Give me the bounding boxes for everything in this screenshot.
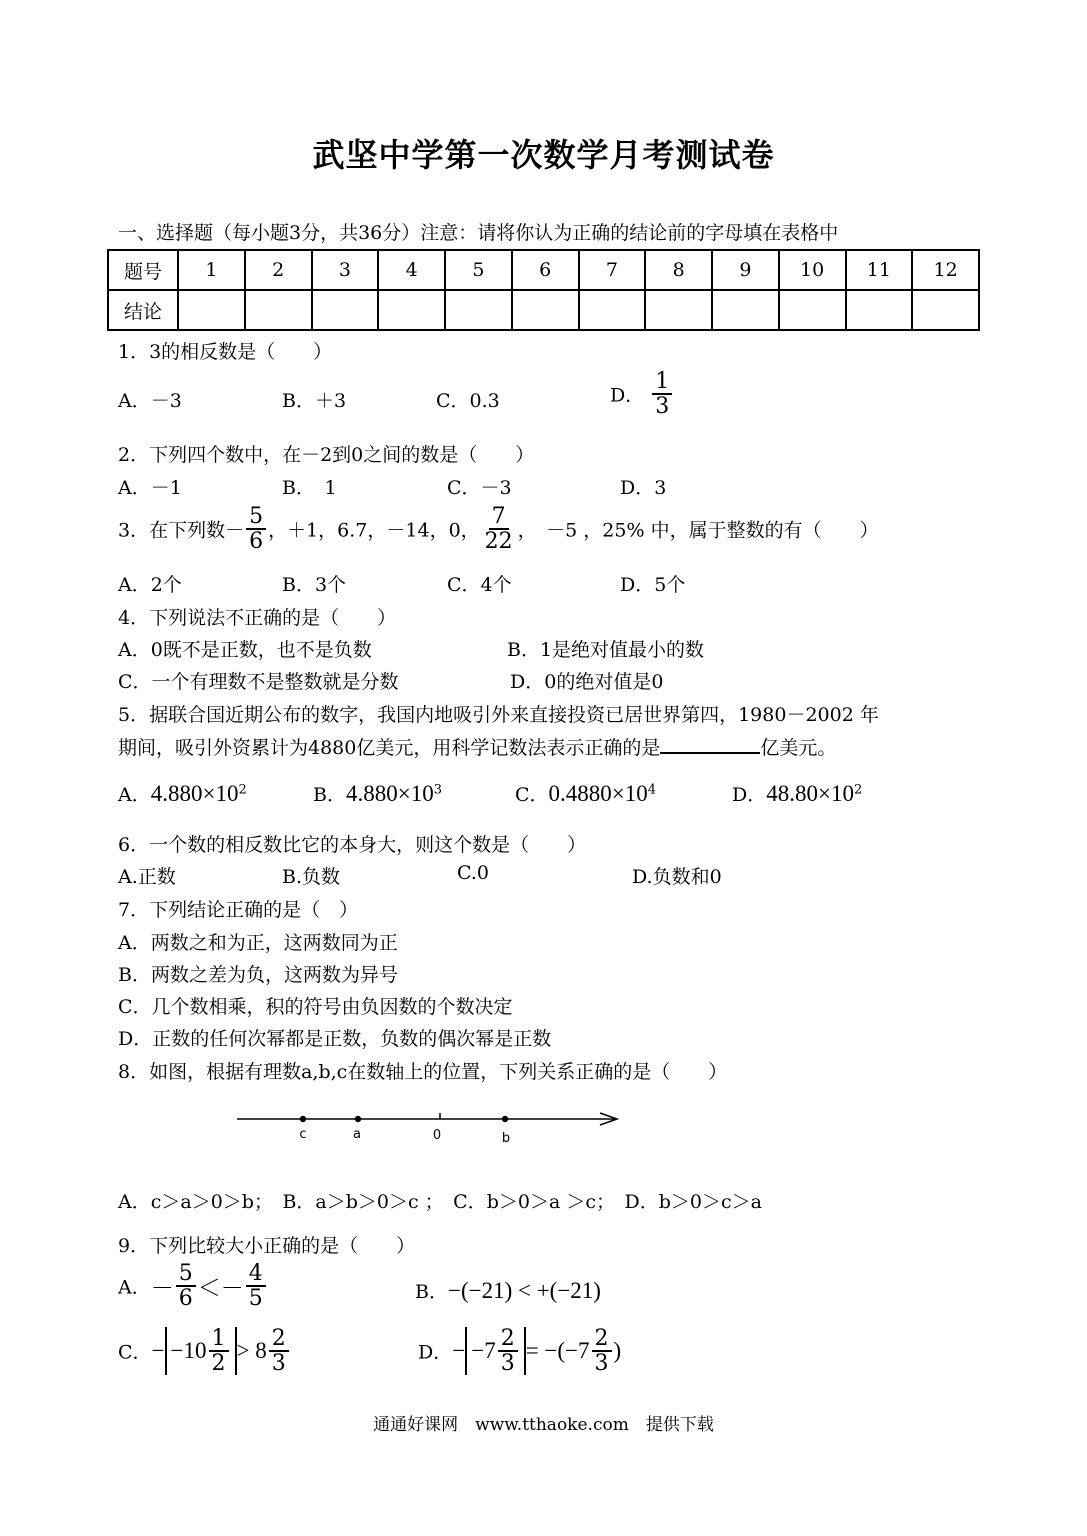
q4-option-a: A．0既不是正数，也不是负数 [118,639,372,661]
question-number-cell: 5 [445,250,512,290]
q4-option-b: B．1是绝对值最小的数 [507,639,705,661]
q1-option-b: B．＋3 [282,390,347,412]
table-row [108,250,979,290]
q3-option-a: A．2个 [118,574,182,596]
question-4: 4．下列说法不正确的是（ ） [118,607,397,629]
answer-cell[interactable] [712,290,779,330]
table-row [108,290,979,330]
section-heading: 一、选择题（每小题3分，共36分）注意：请将你认为正确的结论前的字母填在表格中 [118,222,839,244]
question-number-cell: 2 [245,250,312,290]
page-title: 武坚中学第一次数学月考测试卷 [312,136,775,174]
q5-option-b: B．$4.880\times 10^3$ [313,781,442,806]
label-a: a [353,1127,361,1142]
answer-cell[interactable] [912,290,979,330]
question-1: 1．3的相反数是（ ） [118,341,333,363]
q6-option-d: D.负数和0 [632,866,722,888]
question-number-cell: 12 [912,250,979,290]
q9-option-b: B．−(−21) < +(−21) [415,1278,601,1303]
answer-table [107,249,980,331]
answer-cell[interactable] [378,290,445,330]
question-number-cell: 1 [178,250,245,290]
q2-option-d: D．3 [620,477,667,499]
question-8: 8．如图，根据有理数a,b,c在数轴上的位置，下列关系正确的是（ ） [118,1061,728,1083]
question-3: 3．在下列数－ $\frac{5}{6}$ ，＋1，6.7，－14，0， $\frac{7}{22}$ ， －5 ，25% 中，属于整数的有（ ） [118,504,879,555]
question-6: 6．一个数的相反数比它的本身大，则这个数是（ ） [118,834,587,856]
answer-cell[interactable] [445,290,512,330]
question-9: 9．下列比较大小正确的是（ ） [118,1235,416,1257]
q4-option-d: D．0的绝对值是0 [510,671,664,693]
question-number-cell: 3 [312,250,379,290]
answer-cell[interactable] [645,290,712,330]
q1-option-d: D． $\frac{1}{3}$ [610,370,674,418]
q6-option-a: A.正数 [118,866,176,888]
q1-option-c: C．0.3 [436,390,500,412]
q8-options: A．c＞a＞0＞b； B．a＞b＞0＞c ； C．b＞0＞a ＞c； D．b＞0＞c＞a [118,1191,762,1213]
answer-cell[interactable] [245,290,312,330]
question-number-cell: 7 [579,250,646,290]
q4-option-c: C．一个有理数不是整数就是分数 [118,671,399,693]
q5-option-c: C．$0.4880\times 10^4$ [515,781,657,806]
q6-option-b: B.负数 [282,866,341,888]
q2-option-c: C．－3 [447,477,512,499]
question-5-line1: 5．据联合国近期公布的数字，我国内地吸引外来直接投资已居世界第四，1980－2002 年 [118,704,879,726]
q7-option-d: D．正数的任何次幂都是正数，负数的偶次幂是正数 [118,1028,552,1050]
footer: 通通好课网 www.tthaoke.com 提供下载 [373,1415,714,1435]
question-number-cell: 9 [712,250,779,290]
q2-option-a: A．－1 [118,477,182,499]
answer-cell[interactable] [579,290,646,330]
q2-option-b: B． 1 [282,477,337,499]
label-c: c [299,1127,307,1142]
answer-cell[interactable] [846,290,913,330]
q3-option-b: B．3个 [282,574,347,596]
answer-cell[interactable] [178,290,245,330]
q9-option-c: C．− −10 $\frac{1}{2}$ > 8 $\frac{2}{3}$ [118,1327,291,1375]
point-b [502,1116,508,1122]
question-number-cell: 8 [645,250,712,290]
q5-option-a: A．$4.880\times 10^2$ [118,781,247,806]
q7-option-a: A．两数之和为正，这两数同为正 [118,932,398,954]
number-line-figure [230,1100,630,1150]
question-2: 2．下列四个数中，在－2到0之间的数是（ ） [118,444,535,466]
question-number-cell: 6 [512,250,579,290]
answer-cell[interactable] [312,290,379,330]
q9-option-a: A．－ $\frac{5}{6}$ ＜－ $\frac{4}{5}$ [118,1262,268,1310]
label-b: b [501,1131,511,1146]
answer-blank [660,734,760,754]
question-number-cell: 10 [779,250,846,290]
q1-option-a: A．－3 [118,390,182,412]
label-zero: 0 [432,1128,442,1143]
q7-option-c: C．几个数相乘，积的符号由负因数的个数决定 [118,996,513,1018]
question-number-cell: 4 [378,250,445,290]
table-row-label: 结论 [108,290,178,330]
table-row-label: 题号 [108,250,178,290]
question-5-line2: 期间，吸引外资累计为4880亿美元，用科学记数法表示正确的是 亿美元。 [118,733,836,760]
question-number-cell: 11 [846,250,913,290]
question-7: 7．下列结论正确的是（ ） [118,899,359,921]
q7-option-b: B．两数之差为负，这两数为异号 [118,964,398,986]
q6-option-c: C.0 [457,862,489,884]
point-a [355,1116,361,1122]
q3-option-c: C．4个 [447,574,512,596]
answer-cell[interactable] [512,290,579,330]
point-c [300,1116,306,1122]
answer-cell[interactable] [779,290,846,330]
q3-option-d: D．5个 [620,574,686,596]
q5-option-d: D．$48.80\times 10^2$ [732,781,863,806]
q9-option-d: D．− −7 $\frac{2}{3}$ = −(−7 $\frac{2}{3}$ ) [418,1326,622,1377]
